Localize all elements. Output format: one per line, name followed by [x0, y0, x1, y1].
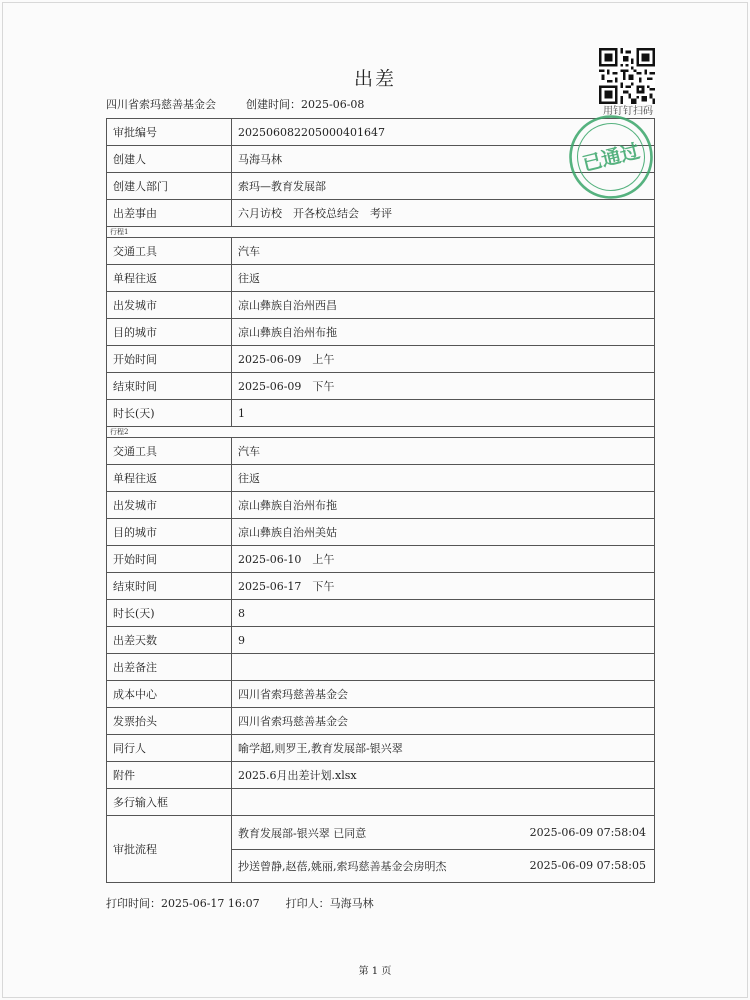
field-label: 成本中心 — [107, 681, 232, 708]
field-value: 汽车 — [232, 438, 655, 465]
field-value: 202506082205000401647 — [232, 119, 655, 146]
field-label: 出差事由 — [107, 200, 232, 227]
page-number: 第 1 页 — [358, 966, 392, 977]
printer-name: 马海马林 — [329, 897, 374, 910]
table-row — [107, 654, 655, 681]
field-label: 交通工具 — [107, 238, 232, 265]
field-label: 目的城市 — [107, 319, 232, 346]
field-value: 四川省索玛慈善基金会 — [232, 708, 655, 735]
field-value: 汽车 — [232, 238, 655, 265]
table-row — [107, 319, 655, 346]
printer-label: 打印人： — [285, 897, 330, 910]
field-value: 2025-06-10 上午 — [232, 546, 655, 573]
field-label: 结束时间 — [107, 573, 232, 600]
field-label: 附件 — [107, 762, 232, 789]
table-row — [107, 373, 655, 400]
table-row — [107, 438, 655, 465]
table-row — [107, 265, 655, 292]
field-value: 喻学超,则罗王,教育发展部-银兴翠 — [232, 735, 655, 762]
attachment-link[interactable]: 2025.6月出差计划.xlsx — [232, 762, 655, 789]
field-label: 审批编号 — [107, 119, 232, 146]
table-row — [107, 200, 655, 227]
field-value: 凉山彝族自治州布拖 — [232, 319, 655, 346]
approval-time: 2025-06-09 07:58:05 — [529, 859, 646, 872]
field-value: 马海马林 — [232, 146, 655, 173]
field-value — [232, 654, 655, 681]
field-value: 2025-06-09 下午 — [232, 373, 655, 400]
field-value: 凉山彝族自治州美姑 — [232, 519, 655, 546]
table-row — [107, 465, 655, 492]
field-label: 单程往返 — [107, 465, 232, 492]
field-value: 9 — [232, 627, 655, 654]
table-row — [107, 708, 655, 735]
field-label: 同行人 — [107, 735, 232, 762]
field-value: 索玛—教育发展部 — [232, 173, 655, 200]
field-value: 往返 — [232, 265, 655, 292]
print-footer — [106, 895, 374, 911]
field-label: 出发城市 — [107, 492, 232, 519]
approval-text: 教育发展部-银兴翠 已同意 — [238, 826, 367, 840]
field-value: 四川省索玛慈善基金会 — [232, 681, 655, 708]
document-header — [106, 96, 364, 112]
table-row — [107, 789, 655, 816]
org-name: 四川省索玛慈善基金会 — [106, 98, 216, 111]
table-row — [107, 681, 655, 708]
field-label: 出差备注 — [107, 654, 232, 681]
table-row — [107, 762, 655, 789]
field-label: 时长(天) — [107, 600, 232, 627]
section-header — [107, 227, 655, 238]
field-label: 开始时间 — [107, 546, 232, 573]
field-value: 8 — [232, 600, 655, 627]
table-row — [107, 573, 655, 600]
field-value: 凉山彝族自治州布拖 — [232, 492, 655, 519]
field-label: 目的城市 — [107, 519, 232, 546]
table-row — [107, 346, 655, 373]
table-row — [107, 627, 655, 654]
created-date: 2025-06-08 — [301, 98, 365, 111]
field-label: 时长(天) — [107, 400, 232, 427]
table-row — [107, 735, 655, 762]
field-value: 2025-06-09 上午 — [232, 346, 655, 373]
table-row — [107, 546, 655, 573]
stamp-text: 已通过 — [580, 139, 643, 176]
field-value: 往返 — [232, 465, 655, 492]
print-time-label: 打印时间： — [106, 897, 161, 910]
table-row — [107, 492, 655, 519]
table-row — [107, 600, 655, 627]
table-row — [107, 400, 655, 427]
field-label: 创建人部门 — [107, 173, 232, 200]
section-label-trip1: 行程1 — [107, 227, 655, 238]
approval-entry — [232, 849, 654, 882]
field-value — [232, 789, 655, 816]
print-time: 2025-06-17 16:07 — [161, 897, 260, 910]
field-value: 2025-06-17 下午 — [232, 573, 655, 600]
table-row — [107, 292, 655, 319]
created-label: 创建时间： — [246, 98, 301, 111]
field-label: 发票抬头 — [107, 708, 232, 735]
field-label: 交通工具 — [107, 438, 232, 465]
field-label: 出发城市 — [107, 292, 232, 319]
table-row — [107, 519, 655, 546]
approval-time: 2025-06-09 07:58:04 — [529, 826, 646, 839]
approval-text: 抄送曾静,赵蓓,姚丽,索玛慈善基金会房明杰 — [238, 859, 447, 873]
section-label-trip2: 行程2 — [107, 427, 655, 438]
table-row — [107, 238, 655, 265]
qr-caption: 用钉钉扫码 — [603, 106, 653, 117]
field-label: 开始时间 — [107, 346, 232, 373]
section-header — [107, 427, 655, 438]
approval-flow — [232, 816, 655, 883]
field-value: 1 — [232, 400, 655, 427]
field-label: 审批流程 — [107, 816, 232, 883]
field-label: 出差天数 — [107, 627, 232, 654]
page-title: 出差 — [353, 68, 396, 90]
approval-entry — [232, 817, 654, 849]
field-label: 多行输入框 — [107, 789, 232, 816]
field-label: 结束时间 — [107, 373, 232, 400]
form-table — [106, 118, 655, 883]
field-value: 凉山彝族自治州西昌 — [232, 292, 655, 319]
qr-code-icon — [599, 48, 655, 104]
field-label: 创建人 — [107, 146, 232, 173]
field-value: 六月访校 开各校总结会 考评 — [232, 200, 655, 227]
approval-row — [107, 816, 655, 883]
field-label: 单程往返 — [107, 265, 232, 292]
